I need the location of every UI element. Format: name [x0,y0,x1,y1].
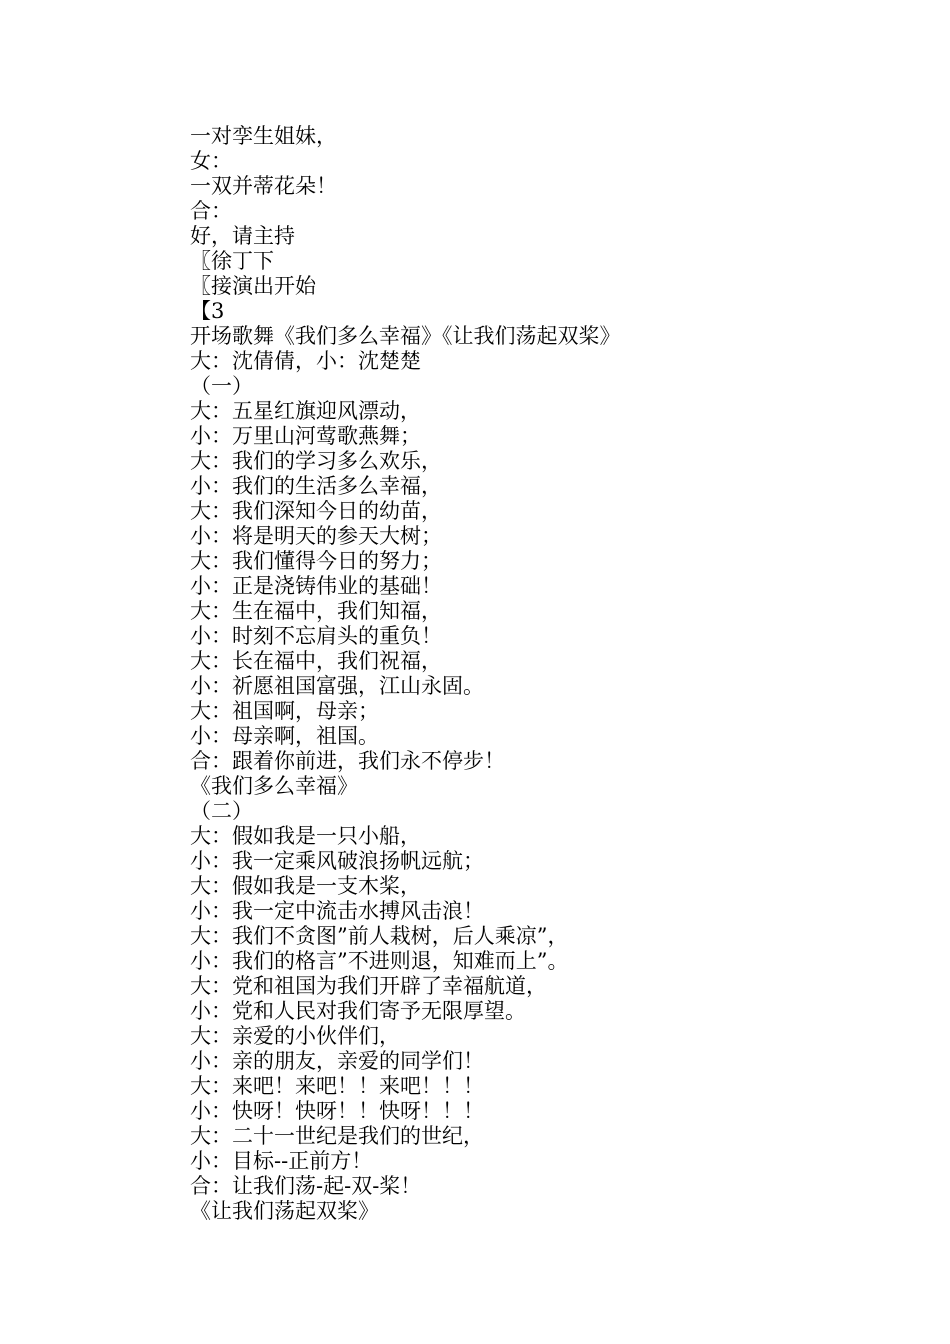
text-line: 大：沈倩倩，小：沈楚楚 [190,349,421,373]
text-line: 小：将是明天的参天大树； [190,524,442,548]
text-line: 小：亲的朋友，亲爱的同学们！ [190,1049,484,1073]
text-line: 小：我们的格言”不进则退，知难而上”。 [190,949,569,973]
section-title: 开场歌舞《我们多么幸福》《让我们荡起双桨》 [190,324,621,348]
section-heading: （二） [190,799,253,823]
section-heading: （一） [190,374,253,398]
text-line: 大：来吧！来吧！！来吧！！！ [190,1074,484,1098]
text-line: 〖接演出开始 [190,274,316,298]
text-line: 大：亲爱的小伙伴们， [190,1024,400,1048]
text-line: 合：让我们荡-起-双-桨！ [190,1174,422,1198]
script-text [190,124,890,1224]
text-line: 合：跟着你前进，我们永不停步！ [190,749,505,773]
text-line: 大：假如我是一支木桨， [190,874,421,898]
text-line: 【3 [190,299,225,323]
text-line: 大：二十一世纪是我们的世纪， [190,1124,484,1148]
text-line: 合： [190,199,232,223]
text-line: 好，请主持 [190,224,295,248]
text-line: 大：我们深知今日的幼苗， [190,499,442,523]
text-line: 大：党和祖国为我们开辟了幸福航道， [190,974,547,998]
text-line: 小：时刻不忘肩头的重负！ [190,624,442,648]
text-line: 小：我一定中流击水搏风击浪！ [190,899,484,923]
text-line: 大：五星红旗迎风漂动， [190,399,421,423]
text-line: 大：长在福中，我们祝福， [190,649,442,673]
text-line: 一对孪生姐妹， [190,124,337,148]
text-line: 一双并蒂花朵！ [190,174,337,198]
text-line: 大：祖国啊，母亲； [190,699,379,723]
text-line: 小：我一定乘风破浪扬帆远航； [190,849,484,873]
text-line: 大：我们的学习多么欢乐， [190,449,442,473]
text-line: 大：我们不贪图”前人栽树，后人乘凉”， [190,924,569,948]
text-line: 大：我们懂得今日的努力； [190,549,442,573]
text-line: 小：目标--正前方！ [190,1149,373,1173]
text-line: 小：快呀！快呀！！快呀！！！ [190,1099,484,1123]
song-title: 《让我们荡起双桨》 [190,1199,379,1223]
text-line: 小：我们的生活多么幸福， [190,474,442,498]
text-line: 小：正是浇铸伟业的基础！ [190,574,442,598]
text-line: 大：假如我是一只小船， [190,824,421,848]
text-line: 小：党和人民对我们寄予无限厚望。 [190,999,526,1023]
text-line: 小：万里山河莺歌燕舞； [190,424,421,448]
text-line: 〖徐丁下 [190,249,274,273]
text-line: 小：祈愿祖国富强，江山永固。 [190,674,484,698]
text-line: 女： [190,149,232,173]
text-line: 小：母亲啊，祖国。 [190,724,379,748]
text-line: 大：生在福中，我们知福， [190,599,442,623]
song-title: 《我们多么幸福》 [190,774,358,798]
